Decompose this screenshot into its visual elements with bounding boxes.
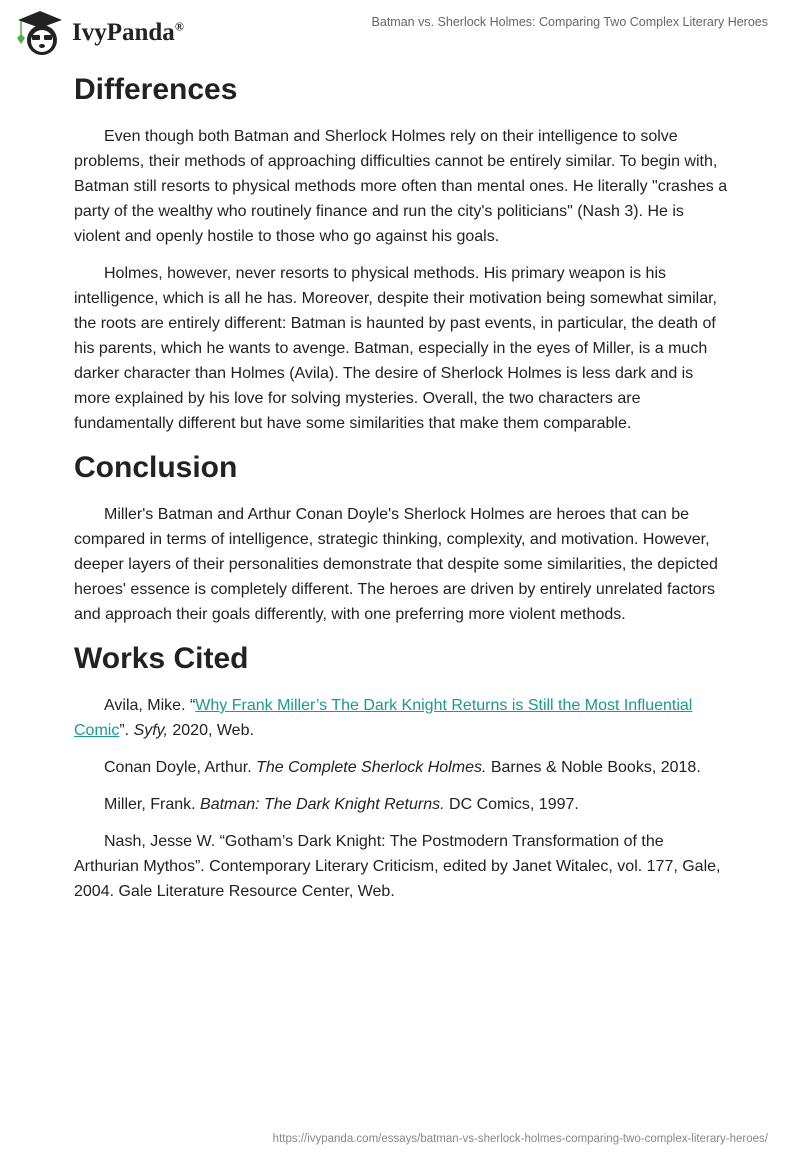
- section-heading: Differences: [74, 73, 238, 106]
- paragraph: Holmes, however, never resorts to physical methods. His primary weapon is his intelligence, which is all he has. Moreover, despite their motivation being somewhat similar, the roots are entirely different: Batman is haunted by past events, in particular, the death of his parents, which he wants to avenge. Batman, especially in the eyes of Miller, is a much darker character than Holmes (Avila). The desire of Sherlock Holmes is less dark and is more explained by his love for solving mysteries. Overall, the two characters are fundamentally different but have some similarities that make them comparable.: [74, 265, 717, 432]
- section-conclusion: [74, 448, 728, 627]
- section-works-cited: [74, 639, 728, 904]
- section-differences: [74, 70, 728, 436]
- paragraph: Even though both Batman and Sherlock Holmes rely on their intelligence to solve problems, their methods of approaching difficulties cannot be entirely similar. To begin with, Batman still resorts to physical methods more often than mental ones. He literally "crashes a party of the wealthy who routinely finance and run the city's politicians" (Nash 3). He is violent and openly hostile to those who go against his goals.: [74, 128, 728, 245]
- document-title: Batman vs. Sherlock Holmes: Comparing Two Complex Literary Heroes: [371, 15, 768, 29]
- citation: Avila, Mike. “Why Frank Miller’s The Dark Knight Returns is Still the Most Influential Comic”. Syfy, 2020, Web.: [74, 697, 693, 739]
- citation: Miller, Frank. Batman: The Dark Knight Returns. DC Comics, 1997.: [104, 796, 579, 813]
- citation: Nash, Jesse W. “Gotham’s Dark Knight: The Postmodern Transformation of the Arthurian Mythos”. Contemporary Literary Criticism, edited by Janet Witalec, vol. 177, Gale, 2004. Gale Literature Resource Center, Web.: [74, 833, 721, 900]
- paragraph: Miller's Batman and Arthur Conan Doyle's Sherlock Holmes are heroes that can be compared in terms of intelligence, strategic thinking, complexity, and motivation. However, deeper layers of their personalities demonstrate that despite some similarities, the depicted heroes' essence is completely different. The heroes are driven by entirely unrelated factors and approach their goals differently, with one preferring more violent methods.: [74, 506, 718, 623]
- citation: Conan Doyle, Arthur. The Complete Sherlock Holmes. Barnes & Noble Books, 2018.: [104, 759, 701, 776]
- logo-text: IvyPanda®: [72, 19, 184, 46]
- essay-content: [74, 70, 728, 916]
- citation-link[interactable]: Why Frank Miller’s The Dark Knight Returns is Still the Most Influential Comic: [74, 697, 693, 739]
- footer-url: https://ivypanda.com/essays/batman-vs-sherlock-holmes-comparing-two-complex-literary-heroes/: [272, 1133, 768, 1145]
- panda-graduate-icon: [14, 8, 66, 58]
- section-heading: Works Cited: [74, 642, 249, 675]
- section-heading: Conclusion: [74, 451, 238, 484]
- ivypanda-logo[interactable]: [14, 8, 184, 58]
